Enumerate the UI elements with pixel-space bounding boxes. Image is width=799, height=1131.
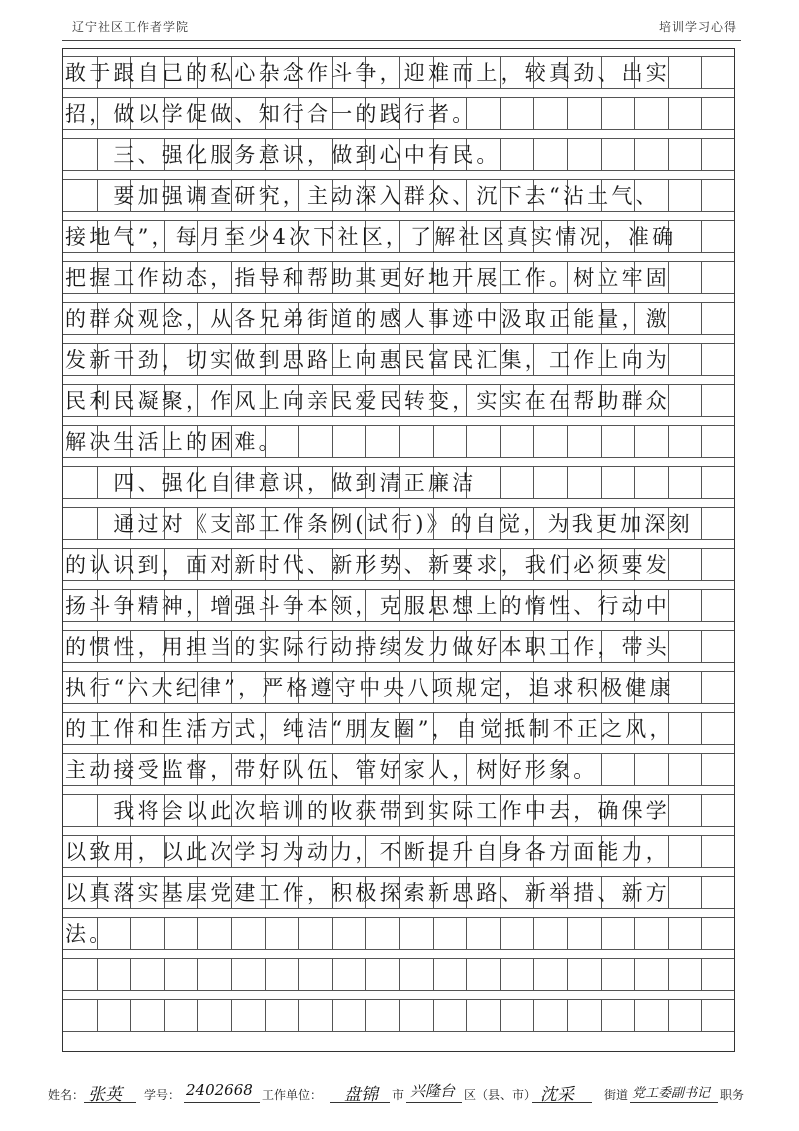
grid-row <box>63 548 734 581</box>
handwritten-line: 民利民凝聚，作风上向亲民爱民转变，实实在在帮助群众 <box>65 389 670 413</box>
grid-row <box>63 835 734 868</box>
name-label: 姓名： <box>48 1088 85 1102</box>
grid-row <box>63 466 734 499</box>
handwritten-line: 通过对《支部工作条例(试行)》的自觉，为我更加深刻 <box>65 512 693 536</box>
manuscript-grid <box>62 48 735 1052</box>
handwritten-line: 的群众观念，从各兄弟街道的感人事迹中汲取正能量，激 <box>65 307 670 331</box>
grid-row <box>63 671 734 704</box>
handwritten-line: 接地气”，每月至少4次下社区，了解社区真实情况，准确 <box>65 225 677 249</box>
grid-row <box>63 138 734 171</box>
grid-row <box>63 220 734 253</box>
street-value: 沈采 <box>540 1085 574 1105</box>
handwritten-line: 扬斗争精神，增强斗争本领，克服思想上的惰性、行动中 <box>65 594 670 618</box>
district-underline <box>406 1102 462 1103</box>
handwritten-line: 以真落实基层党建工作，积极探索新思路、新举措、新方 <box>65 881 670 905</box>
grid-row <box>63 589 734 622</box>
handwritten-line: 的惯性，用担当的实际行动持续发力做好本职工作，带头 <box>65 635 670 659</box>
handwritten-line: 我将会以此次培训的收获带到实际工作中去，确保学 <box>65 799 670 823</box>
grid-row <box>63 876 734 909</box>
grid-row <box>63 261 734 294</box>
grid-row <box>63 999 734 1032</box>
grid-row <box>63 958 734 991</box>
street-underline <box>532 1102 592 1103</box>
grid-row <box>63 97 734 130</box>
city-label: 市 <box>392 1088 405 1102</box>
student-id-label: 学号： <box>144 1088 181 1102</box>
grid-row <box>63 507 734 540</box>
header-rule <box>62 40 741 41</box>
handwritten-line: 要加强调查研究，主动深入群众、沉下去“沾土气、 <box>65 184 660 208</box>
handwritten-line <box>65 959 732 990</box>
grid-row <box>63 917 734 950</box>
grid-row <box>63 425 734 458</box>
job-value: 党工委副书记 <box>632 1086 711 1101</box>
student-id-value: 2402668 <box>186 1081 253 1099</box>
city-value: 盘锦 <box>344 1085 378 1105</box>
grid-row <box>63 753 734 786</box>
handwritten-line: 法。 <box>65 922 114 946</box>
header-right-title: 培训学习心得 <box>658 20 737 34</box>
grid-row <box>63 343 734 376</box>
street-label: 街道 <box>604 1088 629 1102</box>
name-underline <box>84 1102 136 1103</box>
city-underline <box>330 1102 390 1103</box>
grid-row <box>63 384 734 417</box>
handwritten-line: 的工作和生活方式，纯洁“朋友圈”，自觉抵制不正之风， <box>65 717 674 741</box>
district-label: 区（县、市） <box>464 1088 537 1102</box>
handwritten-line: 招，做以学促做、知行合一的践行者。 <box>65 102 477 126</box>
grid-row <box>63 630 734 663</box>
header-left-title: 辽宁社区工作者学院 <box>72 20 190 34</box>
grid-row <box>63 712 734 745</box>
grid-row <box>63 179 734 212</box>
grid-row <box>63 302 734 335</box>
job-underline <box>630 1102 718 1103</box>
job-label: 职务 <box>720 1088 745 1102</box>
handwritten-line: 把握工作动态，指导和帮助其更好地开展工作。树立牢固 <box>65 266 670 290</box>
grid-row <box>63 56 734 89</box>
handwritten-line: 三、强化服务意识，做到心中有民。 <box>65 143 501 167</box>
handwritten-line <box>65 1000 732 1031</box>
handwritten-line: 四、强化自律意识，做到清正廉洁 <box>65 471 477 495</box>
handwritten-line: 的认识到，面对新时代、新形势、新要求，我们必须要发 <box>65 553 670 577</box>
handwritten-line: 发新干劲，切实做到思路上向惠民富民汇集，工作上向为 <box>65 348 670 372</box>
student-id-underline <box>184 1102 260 1103</box>
handwritten-line: 敢于跟自己的私心杂念作斗争，迎难而上，较真劲、出实 <box>65 61 670 85</box>
handwritten-line: 解决生活上的困难。 <box>65 430 283 454</box>
district-value: 兴隆台 <box>410 1082 456 1100</box>
handwritten-line: 以致用，以此次学习为动力，不断提升自身各方面能力， <box>65 840 670 864</box>
handwritten-line: 主动接受监督，带好队伍、管好家人，树好形象。 <box>65 758 598 782</box>
footer-info <box>48 1080 759 1110</box>
name-value: 张英 <box>88 1085 122 1105</box>
grid-row <box>63 794 734 827</box>
work-unit-label: 工作单位： <box>262 1088 323 1102</box>
handwritten-line: 执行“六大纪律”，严格遵守中央八项规定，追求积极健康 <box>65 676 674 700</box>
